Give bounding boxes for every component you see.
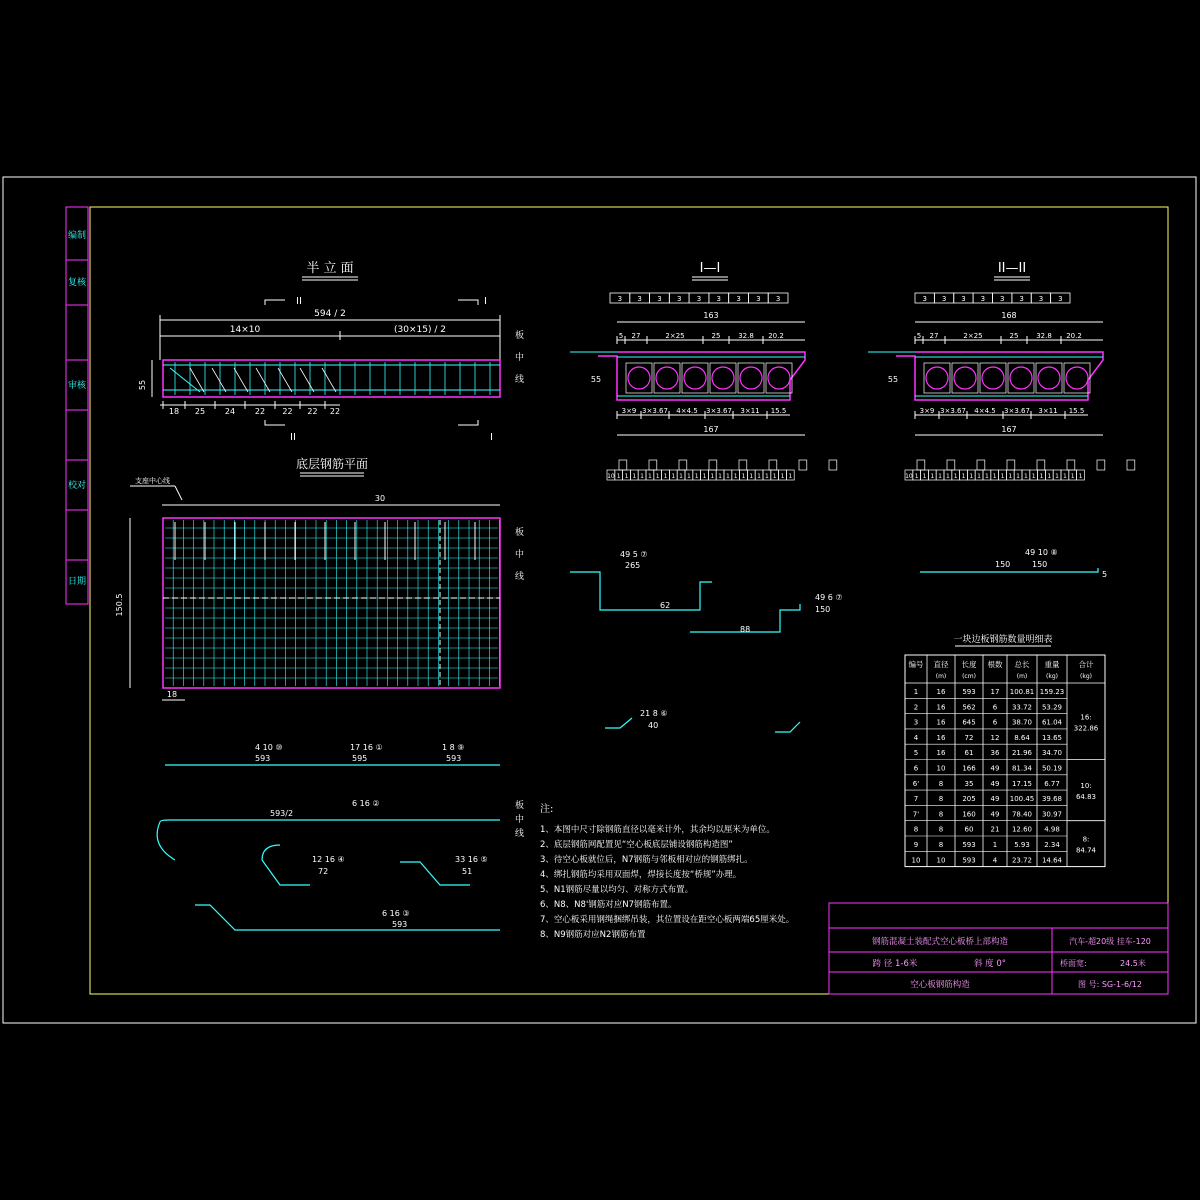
elevation-left-span: 14×10: [229, 325, 261, 335]
bar-row-value: 1: [922, 473, 927, 480]
note-line-6: 6、N8、N8'钢筋对应N7钢筋布置。: [540, 900, 677, 910]
bar-row-value: 1: [671, 473, 676, 480]
bar-4-length: 72: [318, 867, 329, 876]
note-line-4: 4、绑扎钢筋均采用双面焊，焊接长度按“桥规”办理。: [540, 870, 742, 880]
bar-8-right: 5: [1102, 570, 1108, 579]
section-top-part: 32.8: [1036, 332, 1052, 340]
bar-row-value: 1: [953, 473, 958, 480]
bar-1-length: 595: [352, 754, 368, 763]
table-cell: 8: [938, 825, 944, 834]
bar-row-value: 1: [1047, 473, 1052, 480]
table-total-value: 322.86: [1073, 724, 1099, 733]
table-cell: 5: [913, 749, 919, 758]
table-cell: 16: [936, 718, 946, 727]
strip-value: 3: [736, 295, 741, 303]
table-cell: 21.96: [1011, 749, 1033, 758]
elevation-bottom-dim: 22: [329, 407, 341, 416]
note-line-7: 7、空心板采用钢绳捆绑吊装，其位置设在距空心板两端65厘米处。: [540, 915, 795, 925]
elevation-side-label-a: 板: [515, 331, 525, 341]
table-total-dia: 8:: [1082, 835, 1090, 844]
sidebar-cell-0: 编制: [67, 231, 87, 241]
bar-row-value: 10: [905, 473, 913, 480]
section-2-height: 55: [887, 375, 899, 384]
bar-7-label: 49 5 ⑦: [620, 550, 648, 559]
table-cell: 645: [962, 718, 976, 727]
section-top-part: 27: [631, 332, 641, 340]
table-unit: (kg): [1080, 673, 1092, 680]
bar-2-label: 6 16 ②: [352, 799, 380, 808]
elevation-right-span: (30×15) / 2: [394, 325, 446, 335]
table-cell: 10: [936, 764, 946, 773]
table-cell: 49: [990, 795, 1000, 804]
plan-side-label-c: 线: [515, 572, 525, 582]
table-cell: 13.65: [1041, 733, 1063, 742]
sidebar-cell-2: 审核: [67, 381, 87, 391]
bar-row-value: 10: [607, 473, 615, 480]
bar-row-value: 1: [780, 473, 785, 480]
bar-row-value: 1: [757, 473, 762, 480]
table-header: 直径: [933, 660, 949, 669]
section-1-top-dim: 163: [703, 311, 719, 320]
section-2-title: II—II: [997, 261, 1027, 276]
table-header: 编号: [908, 660, 924, 669]
section-bottom-part: 3×3.67: [1004, 407, 1030, 415]
table-cell: 33.72: [1011, 703, 1033, 712]
plan-side-label-b: 中: [515, 550, 525, 560]
strip-value: 3: [637, 295, 642, 303]
bar-row-value: 1: [1039, 473, 1044, 480]
table-cell: 39.68: [1041, 795, 1063, 804]
bar-1-label: 17 16 ①: [350, 743, 383, 752]
bar-row-value: 1: [663, 473, 668, 480]
section-bottom-part: 3×9: [919, 407, 935, 415]
bar-row-value: 1: [788, 473, 793, 480]
table-cell: 8: [938, 810, 944, 819]
bars-side-label-c: 线: [515, 829, 525, 839]
bar-row-value: 1: [694, 473, 699, 480]
bar-3-length: 593: [392, 920, 408, 929]
title-span: 跨 径 1-6米: [872, 959, 918, 969]
bottom-plan-title: 底层钢筋平面: [295, 457, 369, 471]
section-2-bottom-dim: 167: [1001, 425, 1017, 434]
bar-row-value: 1: [749, 473, 754, 480]
bar-row-value: 1: [938, 473, 943, 480]
elevation-bottom-dim: 22: [282, 407, 293, 416]
table-cell: 562: [962, 703, 976, 712]
table-cell: 23.72: [1011, 856, 1033, 865]
table-cell: 49: [990, 779, 1000, 788]
bars-side-label-b: 中: [515, 815, 525, 825]
table-total-value: 64.83: [1075, 793, 1097, 802]
table-header: 重量: [1044, 660, 1060, 669]
bar-row-value: 1: [710, 473, 715, 480]
table-cell: 2: [913, 703, 919, 712]
section-bottom-part: 4×4.5: [676, 407, 698, 415]
table-cell: 34.70: [1041, 749, 1063, 758]
bar-3-label: 6 16 ③: [382, 909, 410, 918]
strip-value: 3: [756, 295, 761, 303]
bar-7b-label: 49 6 ⑦: [815, 593, 843, 602]
note-line-5: 5、N1钢筋尽量以均匀、对称方式布置。: [540, 885, 694, 895]
strip-value: 3: [1038, 295, 1044, 303]
table-cell: 4: [913, 733, 919, 742]
section-top-part: 25: [1009, 332, 1019, 340]
table-cell: 10: [936, 856, 946, 865]
elevation-overall-dim: 594 / 2: [314, 309, 346, 319]
bar-5-label: 33 16 ⑤: [455, 855, 488, 864]
bar-row-value: 1: [655, 473, 660, 480]
bar-row-value: 1: [616, 473, 621, 480]
table-total-dia: 10:: [1080, 782, 1092, 791]
table-cell: 60: [964, 825, 974, 834]
bar-row-value: 1: [1055, 473, 1060, 480]
sidebar-cell-3: 校对: [67, 481, 87, 491]
bar-10-label: 4 10 ⑩: [255, 743, 283, 752]
section-bottom-part: 3×3.67: [706, 407, 732, 415]
bar-row-value: 1: [1078, 473, 1083, 480]
bar-row-value: 1: [764, 473, 769, 480]
table-cell: 3: [913, 718, 919, 727]
bar-row-value: 1: [679, 473, 684, 480]
table-cell: 8: [938, 779, 944, 788]
section-bottom-part: 3×3.67: [940, 407, 966, 415]
section-top-part: 2×25: [665, 332, 685, 340]
table-cell: 6': [912, 779, 920, 788]
table-cell: 16: [936, 703, 946, 712]
bar-4-label: 12 16 ④: [312, 855, 345, 864]
section-bottom-part: 15.5: [1068, 407, 1085, 415]
section-bottom-part: 4×4.5: [974, 407, 996, 415]
table-cell: 6: [992, 703, 998, 712]
bar-row-value: 1: [647, 473, 652, 480]
table-cell: 100.81: [1009, 688, 1035, 696]
section-top-part: 5: [618, 332, 624, 340]
notes-heading: 注:: [540, 804, 554, 815]
table-cell: 593: [962, 841, 976, 849]
elevation-bottom-dim: 22: [254, 407, 266, 416]
table-cell: 16: [936, 733, 946, 742]
table-total-value: 84.74: [1075, 846, 1097, 855]
elevation-side-label-b: 中: [515, 353, 525, 363]
table-header: 长度: [961, 660, 977, 669]
strip-value: 3: [922, 295, 927, 303]
table-cell: 593: [962, 688, 976, 696]
cut-mark-i-bottom: I: [490, 432, 493, 443]
table-cell: 17.15: [1011, 779, 1033, 788]
bar-row-value: 1: [945, 473, 950, 480]
note-line-2: 2、底层钢筋网配置见“空心板底层铺设钢筋构造图”: [540, 840, 733, 850]
cut-mark-i-top: I: [484, 296, 487, 307]
bar-row-value: 1: [1023, 473, 1028, 480]
section-top-part: 25: [711, 332, 721, 340]
plan-left-note: 支座中心线: [135, 477, 170, 485]
title-drawing-no: 图 号: SG-1-6/12: [1078, 980, 1142, 989]
table-cell: 36: [990, 749, 1000, 758]
table-cell: 8: [913, 825, 919, 834]
bar-7-span-dim: 62: [660, 601, 671, 610]
table-cell: 7: [913, 795, 919, 804]
table-cell: 1: [913, 688, 919, 696]
table-cell: 12: [990, 733, 1000, 742]
table-cell: 9: [913, 841, 919, 849]
table-cell: 6.77: [1044, 779, 1060, 788]
bar-row-value: 1: [624, 473, 629, 480]
bar-8-label: 49 10 ⑧: [1025, 548, 1058, 557]
bar-9-label: 1 8 ⑨: [442, 743, 465, 752]
table-cell: 38.70: [1011, 718, 1033, 727]
strip-value: 3: [696, 295, 702, 303]
bar-row-value: 1: [741, 473, 746, 480]
plan-side-label-a: 板: [515, 528, 525, 538]
table-header: 合计: [1078, 660, 1094, 669]
title-width-value: 24.5米: [1120, 959, 1146, 968]
strip-value: 3: [617, 295, 623, 303]
section-top-part: 32.8: [738, 332, 754, 340]
section-top-part: 5: [916, 332, 922, 340]
table-unit: (cm): [962, 673, 976, 680]
bar-row-value: 1: [914, 473, 919, 480]
strip-value: 3: [1019, 295, 1024, 303]
bar-row-value: 1: [702, 473, 707, 480]
table-cell: 100.45: [1009, 795, 1035, 804]
strip-value: 3: [961, 295, 966, 303]
table-cell: 49: [990, 810, 1000, 819]
bar-row-value: 1: [686, 473, 691, 480]
strip-value: 3: [941, 295, 947, 303]
strip-value: 3: [999, 295, 1005, 303]
title-project: 钢筋混凝土装配式空心板桥上部构造: [871, 937, 1009, 947]
table-cell: 16: [936, 688, 946, 696]
strip-value: 3: [676, 295, 682, 303]
section-1-bottom-dim: 167: [703, 425, 719, 434]
section-2-top-dim: 168: [1001, 311, 1017, 320]
table-cell: 166: [962, 764, 976, 773]
table-cell: 35: [964, 779, 974, 788]
elevation-bottom-dim: 24: [224, 407, 236, 416]
note-line-1: 1、本图中尺寸除钢筋直径以毫米计外，其余均以厘米为单位。: [540, 825, 775, 835]
table-header: 根数: [987, 660, 1003, 669]
elevation-height-dim: 55: [138, 379, 147, 391]
bar-row-value: 1: [984, 473, 989, 480]
table-cell: 205: [962, 795, 976, 804]
table-cell: 12.60: [1011, 825, 1033, 834]
bar-5-length: 51: [462, 867, 473, 876]
table-header: 总长: [1014, 660, 1030, 669]
bar-row-value: 1: [992, 473, 997, 480]
title-standard: 汽车-超20级 挂车-120: [1069, 937, 1151, 946]
strip-value: 3: [980, 295, 986, 303]
bar-6-label: 21 8 ⑥: [640, 709, 668, 718]
strip-value: 3: [657, 295, 662, 303]
section-bottom-part: 3×3.67: [642, 407, 668, 415]
section-bottom-part: 3×11: [1038, 407, 1058, 415]
section-1-title: I—I: [699, 261, 721, 276]
bar-row-value: 1: [772, 473, 777, 480]
table-cell: 61.04: [1041, 718, 1063, 727]
bar-row-value: 1: [632, 473, 637, 480]
title-skew: 斜 度 0°: [973, 959, 1007, 969]
table-cell: 30.97: [1041, 810, 1063, 819]
table-cell: 1: [992, 841, 998, 849]
bar-9-length: 593: [446, 754, 462, 763]
plan-spacing: 30: [374, 494, 386, 503]
sidebar-cell-1: 复核: [67, 278, 87, 288]
note-line-3: 3、待空心板就位后，N7钢筋与邻板相对应的钢筋绑扎。: [540, 855, 753, 865]
half-elevation-title: 半 立 面: [306, 261, 354, 276]
elevation-bottom-dim: 22: [307, 407, 318, 416]
table-title: 一块边板钢筋数量明细表: [953, 635, 1053, 645]
bar-row-value: 1: [930, 473, 935, 480]
bars-side-label-a: 板: [515, 801, 525, 811]
table-cell: 7': [912, 810, 920, 819]
bar-6-length: 40: [648, 721, 659, 730]
section-bottom-part: 15.5: [770, 407, 787, 415]
table-cell: 4: [992, 856, 998, 865]
bar-row-value: 1: [969, 473, 974, 480]
table-cell: 6: [992, 718, 998, 727]
bar-row-value: 1: [725, 473, 730, 480]
table-cell: 50.19: [1041, 764, 1063, 773]
section-bottom-part: 3×11: [740, 407, 760, 415]
table-cell: 49: [990, 764, 1000, 773]
table-cell: 17: [990, 688, 1000, 696]
elevation-bottom-dim: 18: [168, 407, 180, 416]
table-cell: 21: [990, 825, 1000, 834]
plan-width-dim: 150.5: [115, 593, 124, 617]
strip-value: 3: [1058, 295, 1063, 303]
table-cell: 8: [938, 795, 944, 804]
section-top-part: 27: [929, 332, 939, 340]
section-1-height: 55: [590, 375, 602, 384]
bar-7-length: 265: [625, 561, 641, 570]
bar-row-value: 1: [733, 473, 738, 480]
strip-value: 3: [775, 295, 781, 303]
table-cell: 78.40: [1011, 810, 1033, 819]
table-cell: 160: [962, 810, 976, 819]
table-cell: 16: [936, 749, 946, 758]
elevation-bottom-dim: 25: [194, 407, 206, 416]
title-width-label: 桥面宽:: [1060, 959, 1087, 968]
bar-row-value: 1: [1031, 473, 1036, 480]
table-cell: 61: [964, 749, 974, 758]
cut-mark-ii-top: II: [296, 296, 302, 307]
cut-mark-ii-bottom: II: [290, 432, 296, 443]
table-cell: 8: [938, 841, 944, 849]
bar-row-value: 1: [1008, 473, 1013, 480]
bar-row-value: 1: [1062, 473, 1067, 480]
table-cell: 6: [913, 764, 919, 773]
strip-value: 3: [716, 295, 722, 303]
table-cell: 81.34: [1011, 764, 1033, 773]
table-cell: 14.64: [1041, 856, 1063, 865]
table-cell: 159.23: [1039, 688, 1065, 696]
elevation-side-label-c: 线: [515, 375, 525, 385]
table-cell: 4.98: [1044, 825, 1060, 834]
bar-row-value: 1: [1016, 473, 1021, 480]
table-unit: (kg): [1046, 673, 1058, 680]
section-bottom-part: 3×9: [621, 407, 637, 415]
note-line-8: 8、N9钢筋对应N2钢筋布置: [540, 930, 646, 940]
bar-row-value: 1: [961, 473, 966, 480]
bar-8-length: 150: [1032, 560, 1048, 569]
table-unit: (m): [1016, 673, 1028, 680]
table-cell: 5.93: [1014, 841, 1030, 849]
table-cell: 8.64: [1014, 733, 1030, 742]
bar-7-mid-dim: 88: [740, 625, 751, 634]
bar-row-value: 1: [977, 473, 982, 480]
title-drawing-name: 空心板钢筋构造: [910, 980, 970, 990]
section-top-part: 20.2: [1066, 332, 1082, 340]
bar-row-value: 1: [1070, 473, 1075, 480]
bar-row-value: 1: [640, 473, 645, 480]
table-unit: (m): [935, 673, 947, 680]
bar-row-value: 1: [1000, 473, 1005, 480]
bar-10-length: 593: [255, 754, 271, 763]
table-cell: 593: [962, 856, 976, 865]
table-cell: 2.34: [1044, 841, 1060, 849]
table-total-dia: 16:: [1080, 713, 1092, 722]
bar-7b-length: 150: [815, 605, 831, 614]
sidebar-cell-4: 日期: [67, 577, 87, 587]
table-cell: 53.29: [1041, 703, 1063, 712]
bar-2-length: 593/2: [270, 809, 294, 818]
plan-edge-dim: 18: [166, 690, 178, 699]
section-top-part: 2×25: [963, 332, 983, 340]
bar-8-left: 150: [995, 560, 1011, 569]
section-top-part: 20.2: [768, 332, 784, 340]
table-cell: 10: [911, 856, 921, 865]
bar-row-value: 1: [718, 473, 723, 480]
table-cell: 72: [964, 733, 974, 742]
